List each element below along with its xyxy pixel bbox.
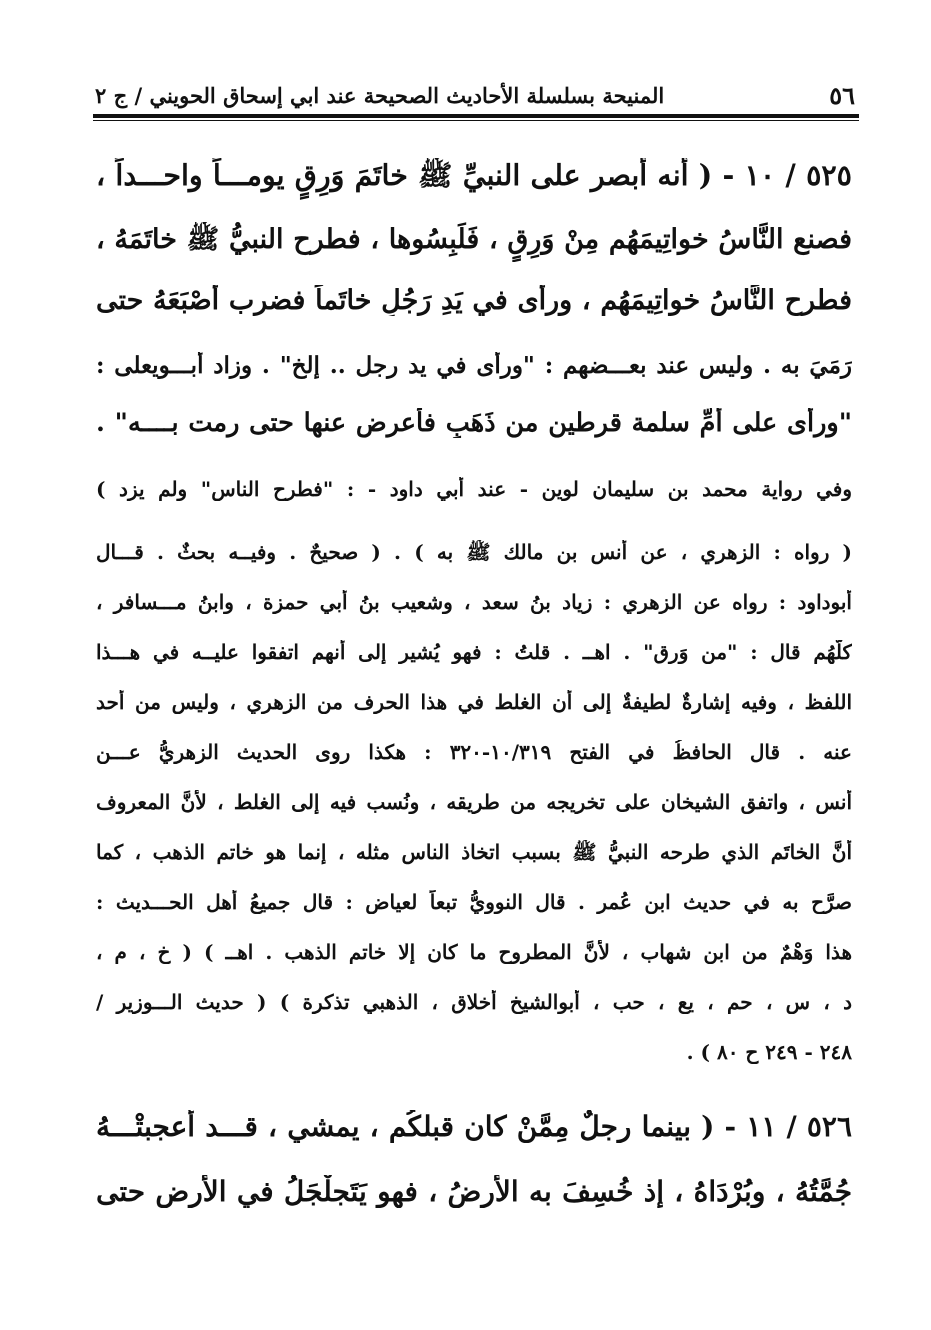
hadith-525-line: ٥٢٥ / ١٠ - ( أنه أبصر على النبيِّ ﷺ خاتَمَ وَرِقٍ يومـــاً واحـــداً ، xyxy=(96,158,852,192)
commentary-line: عنه . قال الحافظُ في الفتح ١٠/٣١٩-٣٢٠ : هكذا روى الحديث الزهريُّ عـــن xyxy=(96,740,852,764)
page-header xyxy=(95,78,855,112)
commentary-line: د ، س ، حم ، يع ، حب ، أبوالشيخ أخلاق ، الذهبي تذكرة ) ( حديث الـــوزير / xyxy=(96,990,852,1014)
running-title: المنيحة بسلسلة الأحاديث الصحيحة عند ابي إسحاق الحويني / ج ٢ xyxy=(95,82,665,108)
commentary-line: أنس ، واتفق الشيخان على تخريجه من طريقه ، ونُسب فيه إلى الغلط ، لأنَّ المعروف xyxy=(96,790,852,814)
header-rule-thick xyxy=(93,114,859,118)
commentary-line: صرَّح به في حديث ابن عُمر . قال النوويُّ تبعاً لعياض : قال جميعُ أهل الحـــديث : xyxy=(96,890,852,914)
commentary-line: ٢٤٨ - ٢٤٩ ح ٨٠ ) . xyxy=(686,1040,852,1064)
commentary-line: اللفظ ، وفيه إشارةٌ لطيفةٌ إلى أن الغلط في هذا الحرف من الزهري ، وليس من أحد xyxy=(96,690,852,714)
header-rule-thin xyxy=(93,120,859,121)
commentary-line: ( رواه : الزهري ، عن أنس بن مالك ﷺ به ) . ( صحيحٌ . وفيــه بحثٌ . قـــال xyxy=(96,540,852,564)
commentary-line: هذا وَهْمٌ من ابن شهاب ، لأنَّ المطروح ما كان إلا خاتم الذهب . اهــ ) ( خ ، م ، xyxy=(96,940,852,964)
commentary-line: أنَّ الخاتَم الذي طرحه النبيُّ ﷺ بسبب اتخاذ الناس مثله ، إنما هو خاتم الذهب ، كما xyxy=(96,840,852,864)
hadith-525-line: فطرح النَّاسُ خواتِيمَهُم ، ورأى في يَدِ رَجُلٍ خاتَماً فضرب أُصْبَعَهُ حتى xyxy=(96,285,852,316)
hadith-526-line: جُمَّتُهُ ، وبُرْدَاهُ ، إذ خُسِفَ به الأرضُ ، فهو يَتَجلْجَلُ في الأرضِ حتى xyxy=(96,1175,852,1208)
hadith-525-line: "ورأى على أمِّ سلمة قرطين من ذَهَبٍ فأعرض عنها حتى رمت بــــه" . xyxy=(96,408,852,438)
commentary-line: أبوداود : رواه عن الزهري : زياد بنُ سعد ، وشعيب بنُ أبي حمزة ، وابنُ مـــسافر ، xyxy=(96,590,852,614)
page-number: ٥٦ xyxy=(829,80,855,110)
hadith-526-line: ٥٢٦ / ١١ - ( بينما رجلٌ مِمَّنْ كان قبلكُم ، يمشي ، قـــد أعجبتْـــهُ xyxy=(96,1110,852,1143)
hadith-525-line: فصنع النَّاسُ خواتِيمَهُم مِنْ وَرِقٍ ، فَلَبِسُوها ، فطرح النبيُّ ﷺ خاتَمَهُ ، xyxy=(96,224,852,255)
commentary-line: كلُّهُم قال : "من وَرِق" . اهــ . قلتُ : فهو يُشير إلى أُنهم اتفقوا عليــه في هـــذا xyxy=(96,640,852,664)
hadith-525-line: رَمَيَ به . وليس عند بعـــضهم : "ورأى في يد رجل .. إلخ" . وزاد أبـــويعلى : xyxy=(96,352,852,379)
hadith-525-line: وفي رواية محمد بن سليمان لوين - عند أبي داود - : "فطرح الناس" ولم يزد ) xyxy=(96,477,852,501)
